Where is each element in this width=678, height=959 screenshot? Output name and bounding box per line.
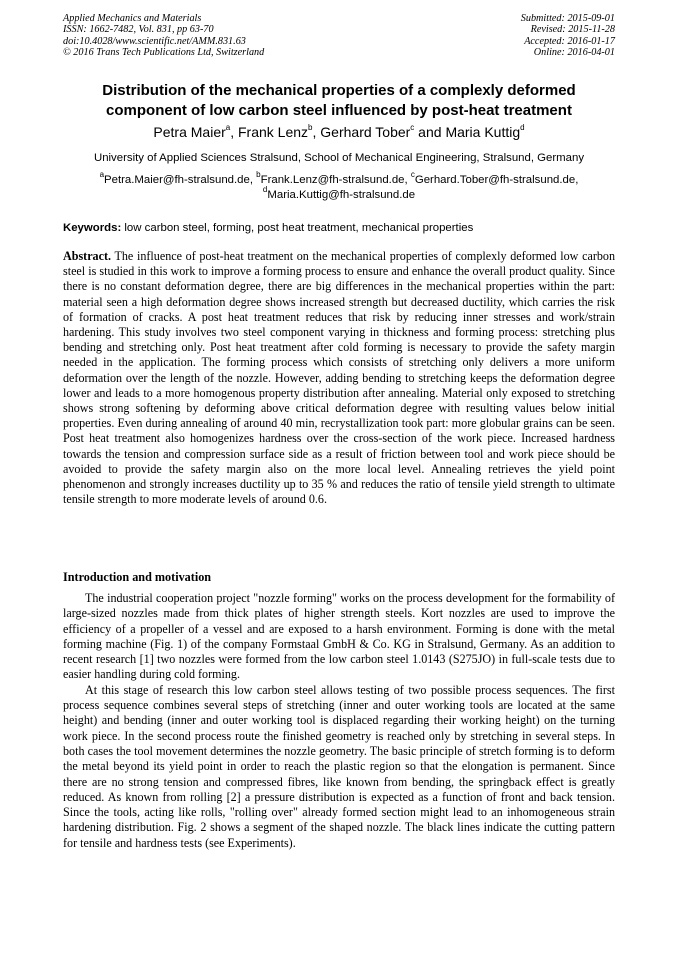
email-separator: ,: [575, 174, 579, 186]
email-separator: ,: [404, 174, 411, 186]
author-separator: ,: [312, 124, 321, 140]
date-submitted: Submitted: 2015-09-01: [520, 13, 615, 24]
date-online: Online: 2016-04-01: [533, 47, 615, 59]
author-mark: d: [520, 123, 525, 133]
author-name: Frank Lenz: [238, 124, 309, 140]
abstract-text: The influence of post-heat treatment on the mechanical properties of complexly deformed low carbon steel is studied in this work to improve a forming process to ensure and enhance the overall product quality. Since there is no constant deformation degree, there are big differences in the mechanical properties within the part: material seen a high deformation degree shows increased strength but decreased ductility, which carries the risk of formation of cracks. A post heat treatment reduces that risk by reducing inner stresses and work/strain hardening. This study involves two steel component varying in thickness and forming process: stretching plus bending and stretching only. Post heat treatment after cold forming is necessary to provide the safety margin needed in the application. The forming process which consists of stretching only delivers a more uniform deformation over the length of the nozzle. However, adding bending to stretching keeps the deformation degree lower and leads to a more homogenous property distribution after annealing. Material only exposed to stretching shows strong softening by deforming above critical deformation degree with resulting values below initial properties. Even during annealing of around 40 min, recrystallization took part: more globular grains can be seen. Post heat treatment also homogenizes hardness over the cross-section of the work piece. Increased hardness towards the tension and compression surface side as a result of friction between tool and work piece should be avoided to provide the safety margin also on the more local level. Annealing retrieves the yield point phenomenon and strongly increases ductility up to 35 % and reduces the ratio of tensile yield strength to ultimate tensile strength to more moderate levels of around 0.6.: [63, 249, 615, 507]
body-paragraph: The industrial cooperation project "nozzle forming" works on the process development for the formability of large-sized nozzles made from thick plates of higher strength steels. Kort nozzles are used to improve the efficiency of a propeller of a vessel and are exposed to a harsh environment. Forming is done with the metal forming machine (Fig. 1) of the company Formstaal GmbH & Co. KG in Stralsund, Germany. As an addition to recent research [1] two nozzles were formed from the low carbon steel 1.0143 (S275JO) in full-scale tests due to easier handling during cold forming.: [63, 591, 615, 682]
author-separator: ,: [230, 124, 238, 140]
email-address[interactable]: Gerhard.Tober@fh-stralsund.de: [414, 174, 576, 186]
keywords-text: low carbon steel, forming, post heat treatment, mechanical properties: [124, 222, 474, 234]
affiliation: University of Applied Sciences Stralsund, School of Mechanical Engineering, Stralsund, Germany: [93, 152, 585, 164]
email-address[interactable]: Frank.Lenz@fh-stralsund.de: [260, 174, 405, 186]
journal-issn: ISSN: 1662-7482, Vol. 831, pp 63-70: [63, 24, 214, 36]
email-mark: c: [410, 170, 415, 180]
section-heading: Introduction and motivation: [63, 570, 212, 584]
author-name: Petra Maier: [153, 124, 226, 140]
email-mark: d: [262, 185, 268, 195]
email-separator: ,: [249, 174, 257, 186]
keywords: [63, 221, 615, 235]
journal-info: [63, 13, 264, 59]
journal-copyright: © 2016 Trans Tech Publications Ltd, Switzerland: [63, 47, 265, 59]
email-row: [63, 170, 615, 188]
author-mark: c: [410, 123, 415, 133]
author-name: Maria Kuttig: [445, 124, 521, 140]
author-emails: [63, 170, 615, 203]
date-revised: Revised: 2015-11-28: [530, 24, 615, 36]
email-mark: b: [256, 170, 261, 180]
date-accepted: Accepted: 2016-01-17: [524, 35, 615, 47]
author-name: Gerhard Tober: [320, 124, 411, 140]
journal-name: Applied Mechanics and Materials: [63, 13, 202, 24]
email-address[interactable]: Maria.Kuttig@fh-stralsund.de: [267, 189, 416, 201]
abstract: [63, 249, 615, 507]
email-row: [63, 185, 615, 203]
publication-dates: [521, 13, 615, 59]
author-separator: and: [414, 124, 446, 140]
keywords-label: Keywords:: [63, 222, 122, 234]
email-address[interactable]: Petra.Maier@fh-stralsund.de: [104, 174, 250, 186]
body-paragraph: At this stage of research this low carbon steel allows testing of two possible process sequences. The first process sequence combines several steps of stretching (inner and outer working tools are located at the same height) and bending (inner and outer working tool is displaced regarding their working height) on the turning work piece. In the second process route the finished geometry is reached only by stretching in several steps. In both cases the tool movement determines the nozzle geometry. The basic principle of stretch forming is to deform the metal beyond its yield point in order to reach the plastic region so that the elongation is permanent. Since there are no strong tension and compressed fibres, like known from bending, the springback effect is greatly reduced. As known from rolling [2] a pressure distribution is expected as a function of front and back tension. Since the tools, acting like rolls, "rolling over" already formed section might lead to an inhomogeneous strain hardening distribution. Fig. 2 shows a segment of the shaped nozzle. The black lines indicate the cutting pattern for tensile and hardness tests (see Experiments).: [63, 682, 615, 850]
paper-title: Distribution of the mechanical properties of a complexly deformed component of low carbon steel influenced by post-heat treatment: [102, 82, 576, 119]
author-list: [63, 123, 615, 141]
section-body: [63, 591, 615, 851]
abstract-label: Abstract.: [63, 249, 112, 263]
author-mark: b: [308, 123, 313, 133]
journal-doi: doi:10.4028/www.scientific.net/AMM.831.63: [63, 35, 246, 47]
email-mark: a: [99, 170, 105, 180]
author-mark: a: [225, 123, 231, 133]
